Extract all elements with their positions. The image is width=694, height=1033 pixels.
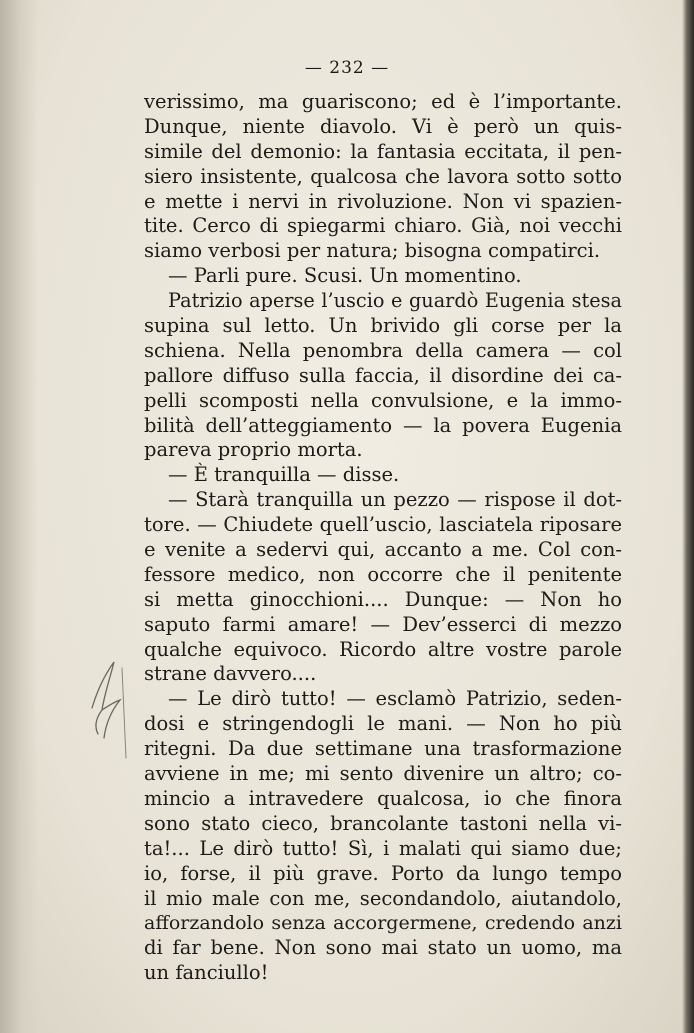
text-line: — È tranquilla — disse. xyxy=(168,463,400,487)
page-number: — 232 — xyxy=(304,58,390,78)
text-line: — Parli pure. Scusi. Un momentino. xyxy=(168,264,522,288)
text-line: verissimo, ma guariscono; ed è l’importante. xyxy=(144,90,622,113)
text-line: schiena. Nella penombra della camera — col xyxy=(144,338,622,362)
text-line: Patrizio aperse l’uscio e guardò Eugenia stesa xyxy=(168,289,622,313)
text-line: qualche equivoco. Ricordo altre vostre parole xyxy=(144,637,622,661)
text-line: dosi e stringendogli le mani. — Non ho più xyxy=(144,712,622,736)
page-edge xyxy=(682,0,694,1033)
text-line: io, forse, il più grave. Porto da lungo tempo xyxy=(144,861,622,885)
text-line: di far bene. Non sono mai stato un uomo, ma xyxy=(144,936,622,960)
text-line: afforzandolo senza accorgermene, credendo anzi xyxy=(144,912,622,935)
text-line: sono stato cieco, brancolante tastoni nella vi- xyxy=(144,811,622,835)
body-text xyxy=(144,90,622,986)
text-line: bilità dell’atteggiamento — la povera Eugenia xyxy=(144,413,622,437)
text-line: mincio a intravedere qualcosa, io che finora xyxy=(144,786,622,810)
text-line: tore. — Chiudete quell’uscio, lasciatela riposare xyxy=(144,513,622,537)
text-line: strane davvero.... xyxy=(144,662,317,686)
text-line: simile del demonio: la fantasia eccitata, il pen- xyxy=(144,139,622,163)
text-line: siero insistente, qualcosa che lavora sotto sotto xyxy=(144,164,622,188)
text-line: siamo verbosi per natura; bisogna compatirci. xyxy=(144,239,601,263)
text-line: — Le dirò tutto! — esclamò Patrizio, seden- xyxy=(168,687,622,711)
text-line: Dunque, niente diavolo. Vi è però un quis- xyxy=(144,114,622,138)
text-line: pareva proprio morta. xyxy=(144,438,363,462)
text-line: fessore medico, non occorre che il penitente xyxy=(144,562,622,586)
page-gutter-shadow xyxy=(0,0,38,1033)
text-line: — Starà tranquilla un pezzo — rispose il dot- xyxy=(168,488,622,512)
text-line: pelli scomposti nella convulsione, e la immo- xyxy=(144,388,622,412)
text-line: il mio male con me, secondandolo, aiutandolo, xyxy=(144,886,622,910)
text-line: tite. Cerco di spiegarmi chiaro. Già, noi vecchi xyxy=(144,214,622,238)
text-line: avviene in me; mi sento divenire un altro; co- xyxy=(144,762,622,786)
text-line: e mette i nervi in rivoluzione. Non vi spazien- xyxy=(144,189,622,213)
text-line: un fanciullo! xyxy=(144,961,269,985)
text-line: ta!... Le dirò tutto! Sì, i malati qui siamo due; xyxy=(144,836,622,860)
text-line: e venite a sedervi qui, accanto a me. Col con- xyxy=(144,538,622,562)
text-line: pallore diffuso sulla faccia, il disordine dei ca- xyxy=(144,363,622,387)
text-line: saputo farmi amare! — Dev’esserci di mezzo xyxy=(144,612,622,636)
text-line: si metta ginocchioni.... Dunque: — Non ho xyxy=(144,587,622,611)
text-line: supina sul letto. Un brivido gli corse per la xyxy=(144,314,622,338)
text-line: ritegni. Da due settimane una trasformazione xyxy=(144,737,622,761)
margin-pencil-mark xyxy=(84,648,134,768)
